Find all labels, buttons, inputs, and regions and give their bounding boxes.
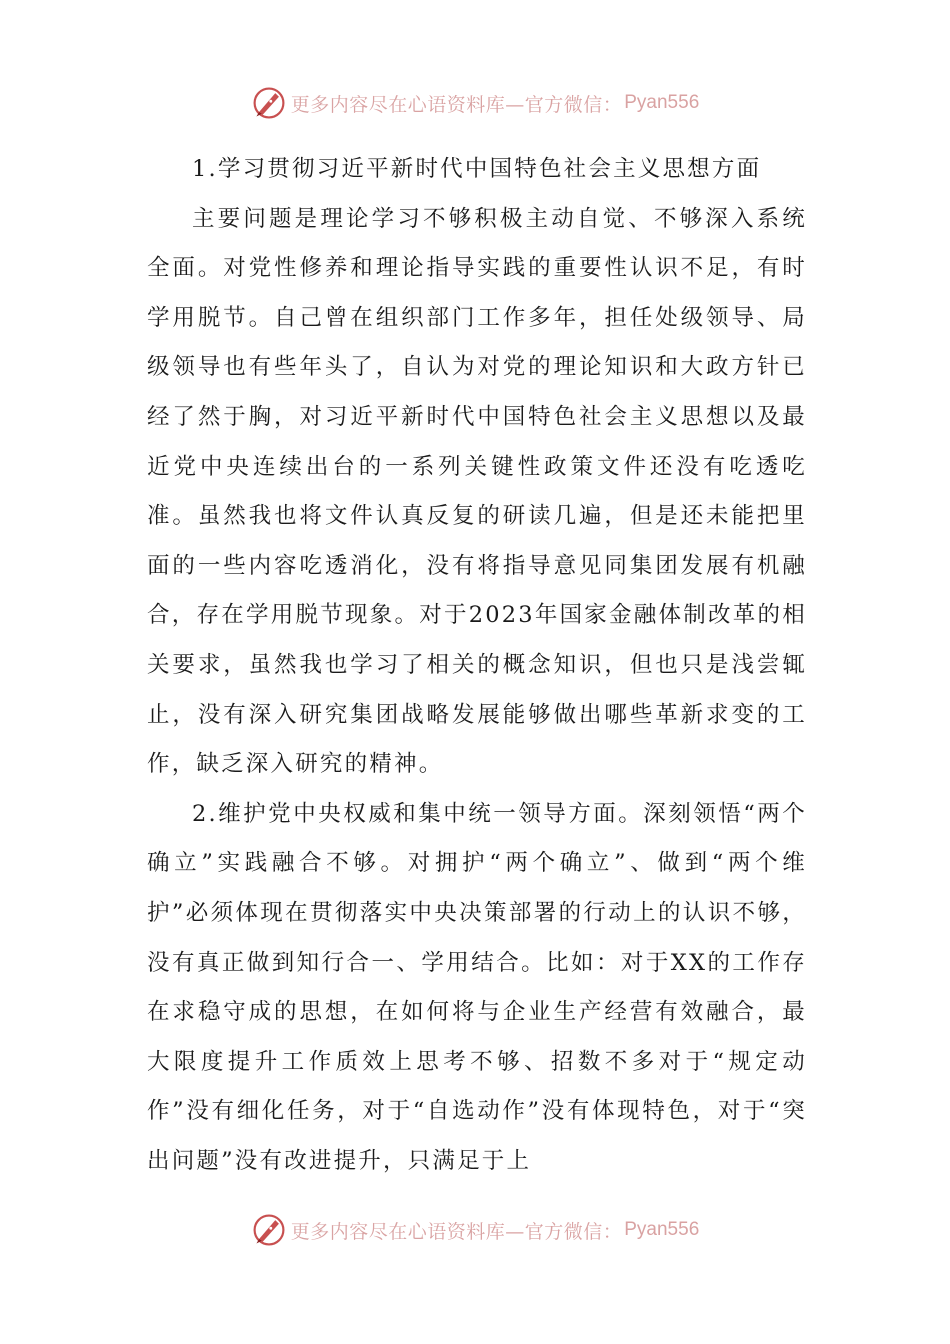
paragraph-1: 主要问题是理论学习不够积极主动自觉、不够深入系统全面。对党性修养和理论指导实践的重要性认识不足，有时学用脱节。自己曾在组织部门工作多年，担任处级领导、局级领导也有些年头了，自认为对党的理论知识和大政方针已经了然于胸，对习近平新时代中国特色社会主义思想以及最近党中央连续出台的一系列关键性政策文件还没有吃透吃准。虽然我也将文件认真反复的研读几遍，但是还未能把里面的一些内容吃透消化，没有将指导意见同集团发展有机融合，存在学用脱节现象。对于2023年国家金融体制改革的相关要求，虽然我也学习了相关的概念知识，但也只是浅尝辄止，没有深入研究集团战略发展能够做出哪些革新求变的工作，缺乏深入研究的精神。 [147,205,807,778]
pen-nib-icon [251,85,287,121]
banner-wechat-id: Pyan556 [624,1219,700,1240]
header-watermark-banner [0,83,950,123]
section-heading: 1.学习贯彻习近平新时代中国特色社会主义思想方面 [192,156,762,182]
banner-text: 更多内容尽在心语资料库—官方微信： [290,93,623,116]
banner-wechat-id: Pyan556 [624,92,700,113]
document-body [147,145,807,1186]
pen-nib-icon [251,1212,287,1248]
footer-watermark-banner [0,1210,950,1250]
banner-text: 更多内容尽在心语资料库—官方微信： [290,1220,623,1243]
paragraph-2: 2.维护党中央权威和集中统一领导方面。深刻领悟“两个确立”实践融合不够。对拥护“两个确立”、做到“两个维护”必须体现在贯彻落实中央决策部署的行动上的认识不够，没有真正做到知行合一、学用结合。比如：对于XX的工作存在求稳守成的思想，在如何将与企业生产经营有效融合，最大限度提升工作质效上思考不够、招数不多对于“规定动作”没有细化任务，对于“自选动作”没有体现特色，对于“突出问题”没有改进提升，只满足于上 [147,800,807,1174]
